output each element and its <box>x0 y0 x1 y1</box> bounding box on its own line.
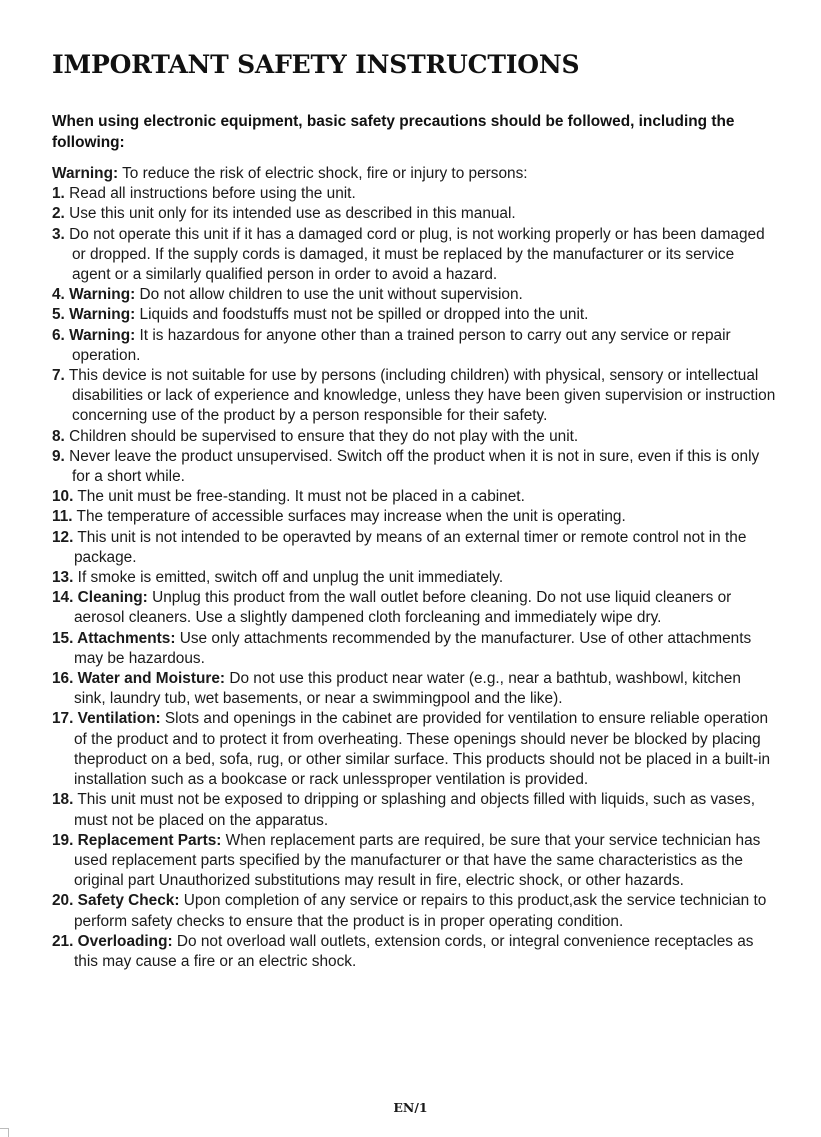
item-label: Replacement Parts: <box>73 831 222 849</box>
safety-instructions <box>52 164 776 972</box>
item-text: Use this unit only for its intended use as described in this manual. <box>64 205 516 223</box>
item-number: 20. <box>52 892 74 910</box>
instruction-item <box>52 669 776 709</box>
page-title: IMPORTANT SAFETY INSTRUCTIONS <box>52 50 580 79</box>
item-label: Water and Moisture: <box>73 670 226 688</box>
instruction-item <box>52 629 776 669</box>
item-label: Warning: <box>64 326 136 344</box>
item-number: 14. <box>52 589 74 607</box>
instruction-list <box>52 184 776 972</box>
item-number: 3. <box>52 225 65 243</box>
item-text: Do not operate this unit if it has a damaged cord or plug, is not working properly or has been damaged or dropped. If the supply cords is damaged, it must be replaced by the manufacturer or its service agent or a similarly qualified person in order to avoid a hazard. <box>64 225 765 284</box>
instruction-item <box>52 528 776 568</box>
general-warning <box>52 164 776 184</box>
page-number: EN/1 <box>393 1100 428 1115</box>
instruction-item <box>52 507 776 527</box>
item-text: Liquids and foodstuffs must not be spilled or dropped into the unit. <box>135 306 589 324</box>
item-number: 11. <box>52 508 73 526</box>
item-number: 13. <box>52 569 74 587</box>
item-text: When replacement parts are required, be sure that your service technician has used replacement parts specified by the manufacturer or that have the same characteristics as the original part Unauthorized substitutions may result in fire, electric shock, or other hazards. <box>74 831 761 890</box>
item-label: Warning: <box>64 306 136 324</box>
item-text: Do not overload wall outlets, extension cords, or integral convenience receptacles as this may cause a fire or an electric shock. <box>74 932 754 970</box>
item-number: 12. <box>52 528 74 546</box>
item-number: 17. <box>52 710 74 728</box>
item-number: 7. <box>52 367 65 385</box>
item-label: Cleaning: <box>73 589 148 607</box>
item-label: Attachments: <box>73 629 176 647</box>
item-number: 1. <box>52 185 65 203</box>
item-number: 10. <box>52 488 74 506</box>
instruction-item <box>52 891 776 931</box>
warning-text: To reduce the risk of electric shock, fire or injury to persons: <box>118 165 528 182</box>
instruction-item <box>52 184 776 204</box>
item-label: Overloading: <box>73 932 173 950</box>
instruction-item <box>52 932 776 972</box>
item-text: Unplug this product from the wall outlet before cleaning. Do not use liquid cleaners or aerosol cleaners. Use a slightly dampened cloth forcleaning and immediately wipe dry. <box>74 589 732 627</box>
item-text: This unit must not be exposed to dripping or splashing and objects filled with liquids, such as vases, must not be placed on the apparatus. <box>73 791 755 829</box>
item-text: Do not use this product near water (e.g., near a bathtub, washbowl, kitchen sink, laundry tub, wet basements, or near a swimmingpool and the like). <box>74 670 741 708</box>
item-text: Use only attachments recommended by the manufacturer. Use of other attachments may be hazardous. <box>74 629 752 667</box>
instruction-item <box>52 447 776 487</box>
instruction-item <box>52 487 776 507</box>
item-text: It is hazardous for anyone other than a trained person to carry out any service or repair operation. <box>72 326 731 364</box>
item-text: Slots and openings in the cabinet are provided for ventilation to ensure reliable operation of the product and to protect it from overheating. These openings should never be blocked by placing theproduct on a bed, sofa, rug, or other similar surface. This products should not be placed in a built-in installation such as a bookcase or rack unlessproper ventilation is provided. <box>74 710 771 789</box>
instruction-item <box>52 790 776 830</box>
item-label: Safety Check: <box>73 892 180 910</box>
item-number: 5. <box>52 306 65 324</box>
item-text: Do not allow children to use the unit without supervision. <box>135 286 523 304</box>
instruction-item <box>52 225 776 286</box>
instruction-item <box>52 568 776 588</box>
instruction-item <box>52 326 776 366</box>
instruction-item <box>52 285 776 305</box>
item-text: Never leave the product unsupervised. Switch off the product when it is not in sure, even if this is only for a short while. <box>64 447 760 486</box>
item-number: 16. <box>52 670 74 688</box>
warning-label: Warning: <box>52 165 119 182</box>
intro-paragraph: When using electronic equipment, basic safety precautions should be followed, including the following: <box>52 113 735 151</box>
item-text: Read all instructions before using the unit. <box>64 185 356 203</box>
item-number: 8. <box>52 427 65 445</box>
instruction-item <box>52 709 776 790</box>
item-text: Children should be supervised to ensure that they do not play with the unit. <box>64 427 579 445</box>
item-text: This unit is not intended to be operavted by means of an external timer or remote control not in the package. <box>73 528 747 566</box>
item-number: 15. <box>52 629 74 647</box>
item-label: Warning: <box>64 286 136 304</box>
instruction-item <box>52 831 776 892</box>
item-text: If smoke is emitted, switch off and unplug the unit immediately. <box>73 569 504 587</box>
item-number: 2. <box>52 205 65 223</box>
item-number: 19. <box>52 831 74 849</box>
item-number: 9. <box>52 447 65 465</box>
instruction-item <box>52 366 776 427</box>
item-text: This device is not suitable for use by persons (including children) with physical, sensory or intellectual disabilities or lack of experience and knowledge, unless they have been given supervision or instruction concerning use of the product by a person responsible for their safety. <box>64 367 776 425</box>
item-label: Ventilation: <box>73 710 161 728</box>
item-number: 21. <box>52 932 74 950</box>
item-number: 6. <box>52 326 65 344</box>
instruction-item <box>52 204 776 224</box>
item-text: Upon completion of any service or repairs to this product,ask the service technician to perform safety checks to ensure that the product is in proper operating condition. <box>74 892 767 930</box>
item-text: The unit must be free-standing. It must not be placed in a cabinet. <box>73 488 525 506</box>
item-number: 18. <box>52 791 74 809</box>
instruction-item <box>52 588 776 628</box>
item-text: The temperature of accessible surfaces may increase when the unit is operating. <box>72 508 626 526</box>
instruction-item <box>52 427 776 447</box>
instruction-item <box>52 305 776 325</box>
item-number: 4. <box>52 286 65 304</box>
